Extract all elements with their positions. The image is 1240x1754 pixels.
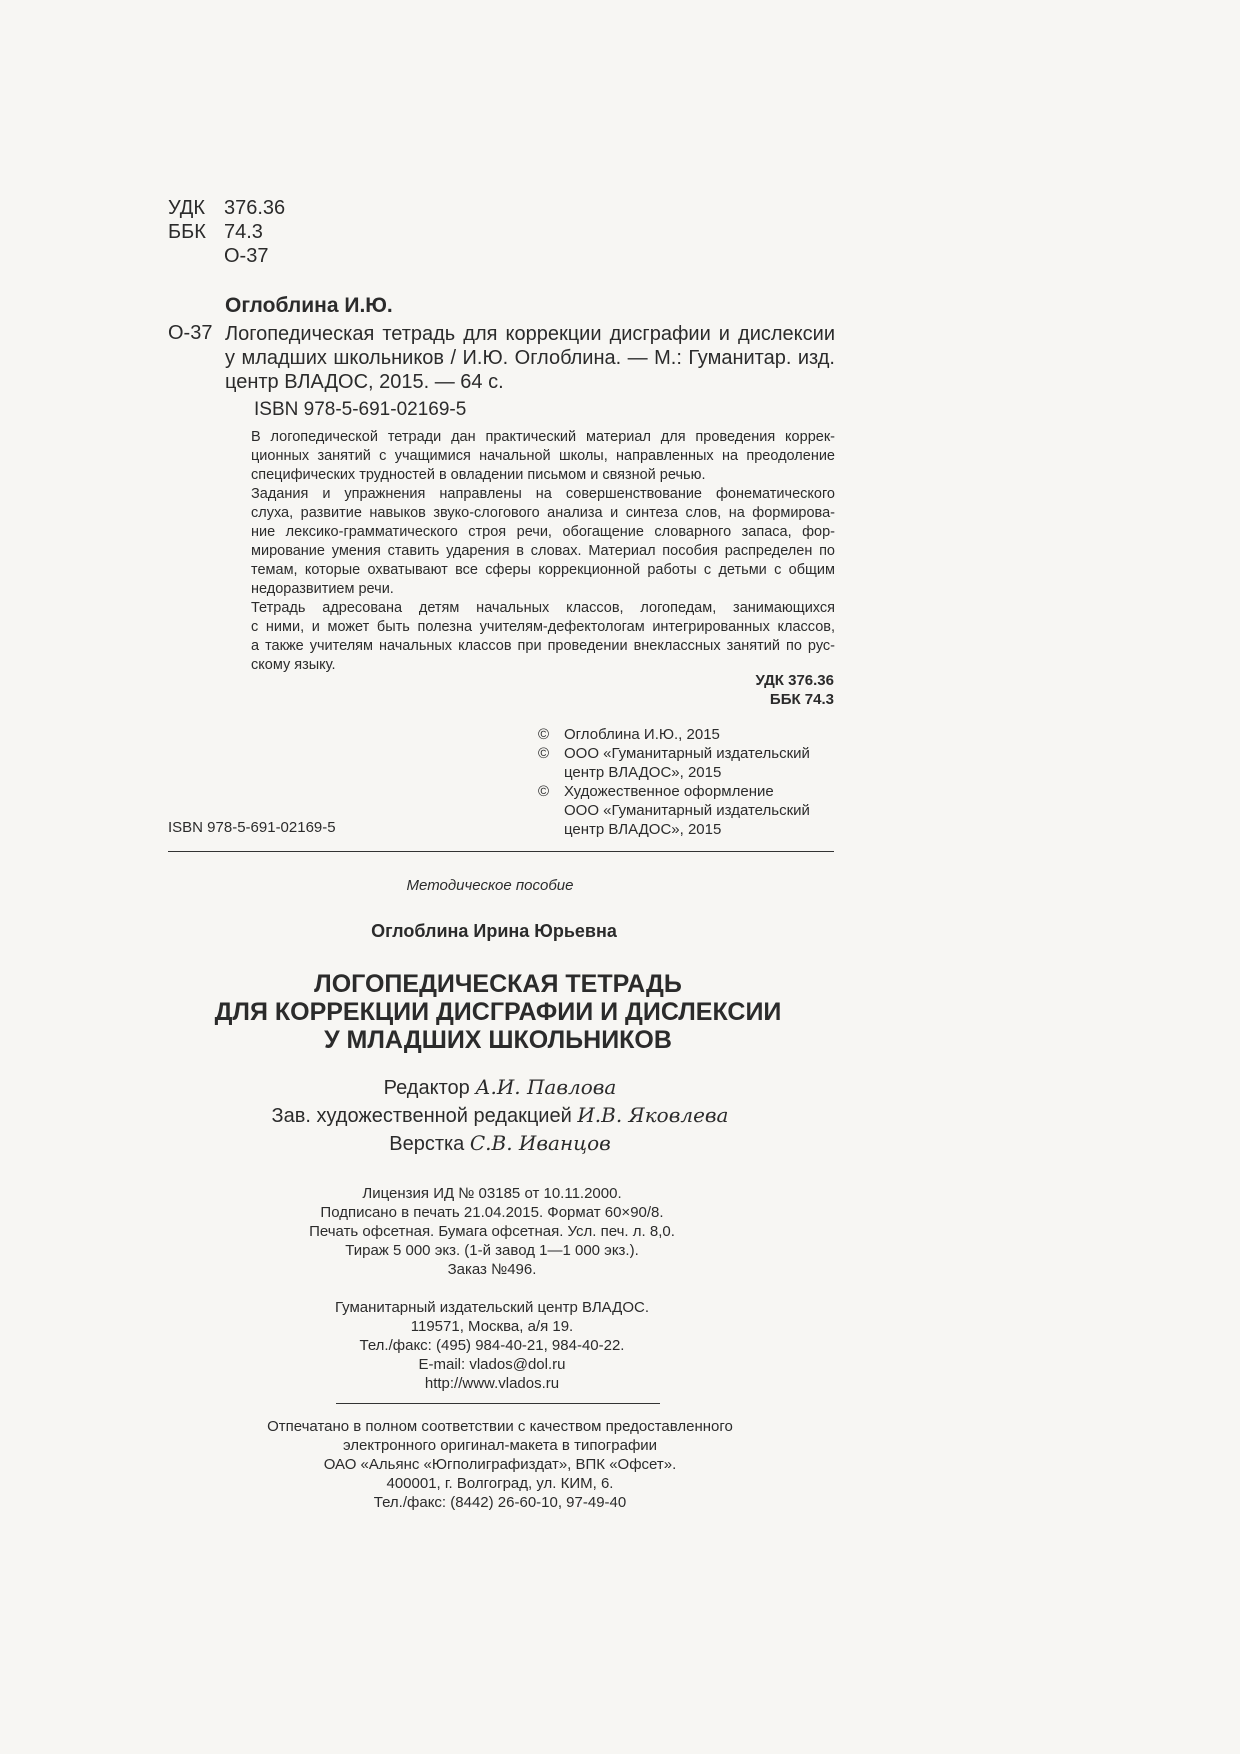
- tech-line: Печать офсетная. Бумага офсетная. Усл. печ. л. 8,0.: [309, 1223, 675, 1240]
- printing-line: Тел./факс: (8442) 26-60-10, 97-49-40: [373, 1494, 627, 1511]
- abstract-line: ние лексико-грамматического строя речи, обогащение словарного запаса, фор-: [251, 524, 835, 540]
- title-line: ЛОГОПЕДИЧЕСКАЯ ТЕТРАДЬ: [314, 970, 682, 998]
- bib-cipher: О-37: [168, 322, 213, 344]
- isbn-main: ISBN 978-5-691-02169-5: [254, 399, 467, 420]
- classification-codes: [168, 196, 285, 268]
- bib-line: Логопедическая тетрадь для коррекции дисграфии и дислексии: [225, 323, 835, 345]
- abstract-line: мирование умения ставить ударения в словах. Материал пособия распределен по: [251, 543, 835, 559]
- tech-line: Подписано в печать 21.04.2015. Формат 60×90/8.: [320, 1204, 664, 1221]
- abstract-paragraph: [225, 599, 835, 675]
- publisher-line: 119571, Москва, а/я 19.: [410, 1318, 574, 1335]
- udk-right: УДК 376.36: [755, 672, 834, 689]
- abstract: [225, 428, 835, 675]
- printing-line: электронного оригинал-макета в типографии: [342, 1437, 658, 1454]
- credit-row: [0, 1102, 1120, 1130]
- publisher-line: Гуманитарный издательский центр ВЛАДОС.: [335, 1299, 649, 1316]
- copyright-line: ООО «Гуманитарный издательский: [564, 745, 810, 762]
- classification-codes-right: [700, 671, 834, 709]
- credit-name: И.В. Яковлева: [577, 1103, 729, 1127]
- publisher-email: E-mail: vlados@dol.ru: [418, 1356, 566, 1373]
- technical-info: [0, 1184, 1112, 1279]
- author-full-name: Оглоблина Ирина Юрьевна: [371, 921, 617, 941]
- copyright-block: [538, 725, 810, 839]
- bbk-value: 74.3: [224, 221, 263, 243]
- credit-name: А.И. Павлова: [475, 1075, 617, 1099]
- abstract-line: слуха, развитие навыков звуко-слогового анализа и синтеза слов, на формирова-: [251, 505, 835, 521]
- abstract-line: темам, которые охватывают все сферы коррекционной работы с детьми с общим: [251, 562, 835, 578]
- abstract-line: В логопедической тетради дан практический материал для проведения коррек-: [251, 429, 835, 445]
- copyright-icon: ©: [538, 745, 550, 762]
- abstract-line: Задания и упражнения направлены на совершенствование фонематического: [251, 486, 835, 502]
- copyright-line: центр ВЛАДОС», 2015: [564, 764, 722, 781]
- bib-author: Оглоблина И.Ю.: [225, 294, 393, 317]
- tech-line: Заказ №496.: [447, 1261, 537, 1278]
- abstract-line: недоразвитием речи.: [251, 581, 394, 597]
- bib-description: [225, 322, 835, 394]
- credit-row: [0, 1074, 1120, 1102]
- abstract-line: скому языку.: [251, 657, 336, 673]
- copyright-line: ООО «Гуманитарный издательский: [564, 802, 810, 819]
- bbk-label: ББК: [168, 221, 206, 243]
- abstract-line: Тетрадь адресована детям начальных классов, логопедам, занимающихся: [251, 600, 835, 616]
- credit-row: [0, 1130, 1120, 1158]
- credit-role: Редактор: [383, 1077, 470, 1099]
- genre-label: Методическое пособие: [406, 877, 574, 894]
- printing-line: ОАО «Альянс «Югполиграфиздат», ВПК «Офсет».: [323, 1456, 677, 1473]
- copyright-item: [538, 744, 810, 782]
- copyright-item: [538, 782, 810, 839]
- divider-bottom: [336, 1403, 660, 1404]
- credit-name: С.В. Иванцов: [469, 1131, 611, 1155]
- title-line: У МЛАДШИХ ШКОЛЬНИКОВ: [324, 1026, 672, 1054]
- divider-top: [168, 851, 834, 852]
- publisher-website: http://www.vlados.ru: [424, 1375, 560, 1392]
- abstract-paragraph: [225, 485, 835, 599]
- abstract-paragraph: [225, 428, 835, 485]
- tech-line: Лицензия ИД № 03185 от 10.11.2000.: [362, 1185, 622, 1202]
- credit-role: Зав. художественной редакцией: [271, 1105, 572, 1127]
- copyright-icon: ©: [538, 783, 550, 800]
- copyright-item: [538, 725, 810, 744]
- abstract-line: а также учителям начальных классов при проведении внеклассных занятий по рус-: [251, 638, 835, 654]
- bib-line: у младших школьников / И.Ю. Оглоблина. — М.: Гуманитар. изд.: [225, 347, 835, 369]
- credit-role: Верстка: [389, 1133, 465, 1155]
- bib-line: центр ВЛАДОС, 2015. — 64 с.: [225, 371, 504, 393]
- printing-line: 400001, г. Волгоград, ул. КИМ, 6.: [386, 1475, 614, 1492]
- copyright-line: Оглоблина И.Ю., 2015: [564, 726, 720, 743]
- author-cipher: О-37: [224, 245, 269, 267]
- abstract-line: специфических трудностей в овладении письмом и связной речью.: [251, 467, 706, 483]
- bbk-right: ББК 74.3: [769, 691, 834, 708]
- publisher-info: [0, 1298, 1112, 1393]
- copyright-line: Художественное оформление: [564, 783, 774, 800]
- copyright-line: центр ВЛАДОС», 2015: [564, 821, 722, 838]
- title-line: ДЛЯ КОРРЕКЦИИ ДИСГРАФИИ И ДИСЛЕКСИИ: [214, 998, 782, 1026]
- abstract-line: с ними, и может быть полезна учителям-дефектологам интегрированных классов,: [251, 619, 835, 635]
- book-title: [0, 970, 1118, 1054]
- copyright-icon: ©: [538, 726, 550, 743]
- abstract-line: ционных занятий с учащимися начальной школы, направленных на преодоление: [251, 448, 835, 464]
- printing-line: Отпечатано в полном соответствии с качеством предоставленного: [267, 1418, 733, 1435]
- udk-label: УДК: [168, 197, 206, 219]
- tech-line: Тираж 5 000 экз. (1-й завод 1—1 000 экз.).: [345, 1242, 639, 1259]
- publisher-line: Тел./факс: (495) 984-40-21, 984-40-22.: [359, 1337, 625, 1354]
- credits: [0, 1074, 1120, 1158]
- udk-value: 376.36: [224, 197, 286, 219]
- printing-info: [0, 1417, 1120, 1512]
- isbn-bottom: ISBN 978-5-691-02169-5: [168, 819, 336, 836]
